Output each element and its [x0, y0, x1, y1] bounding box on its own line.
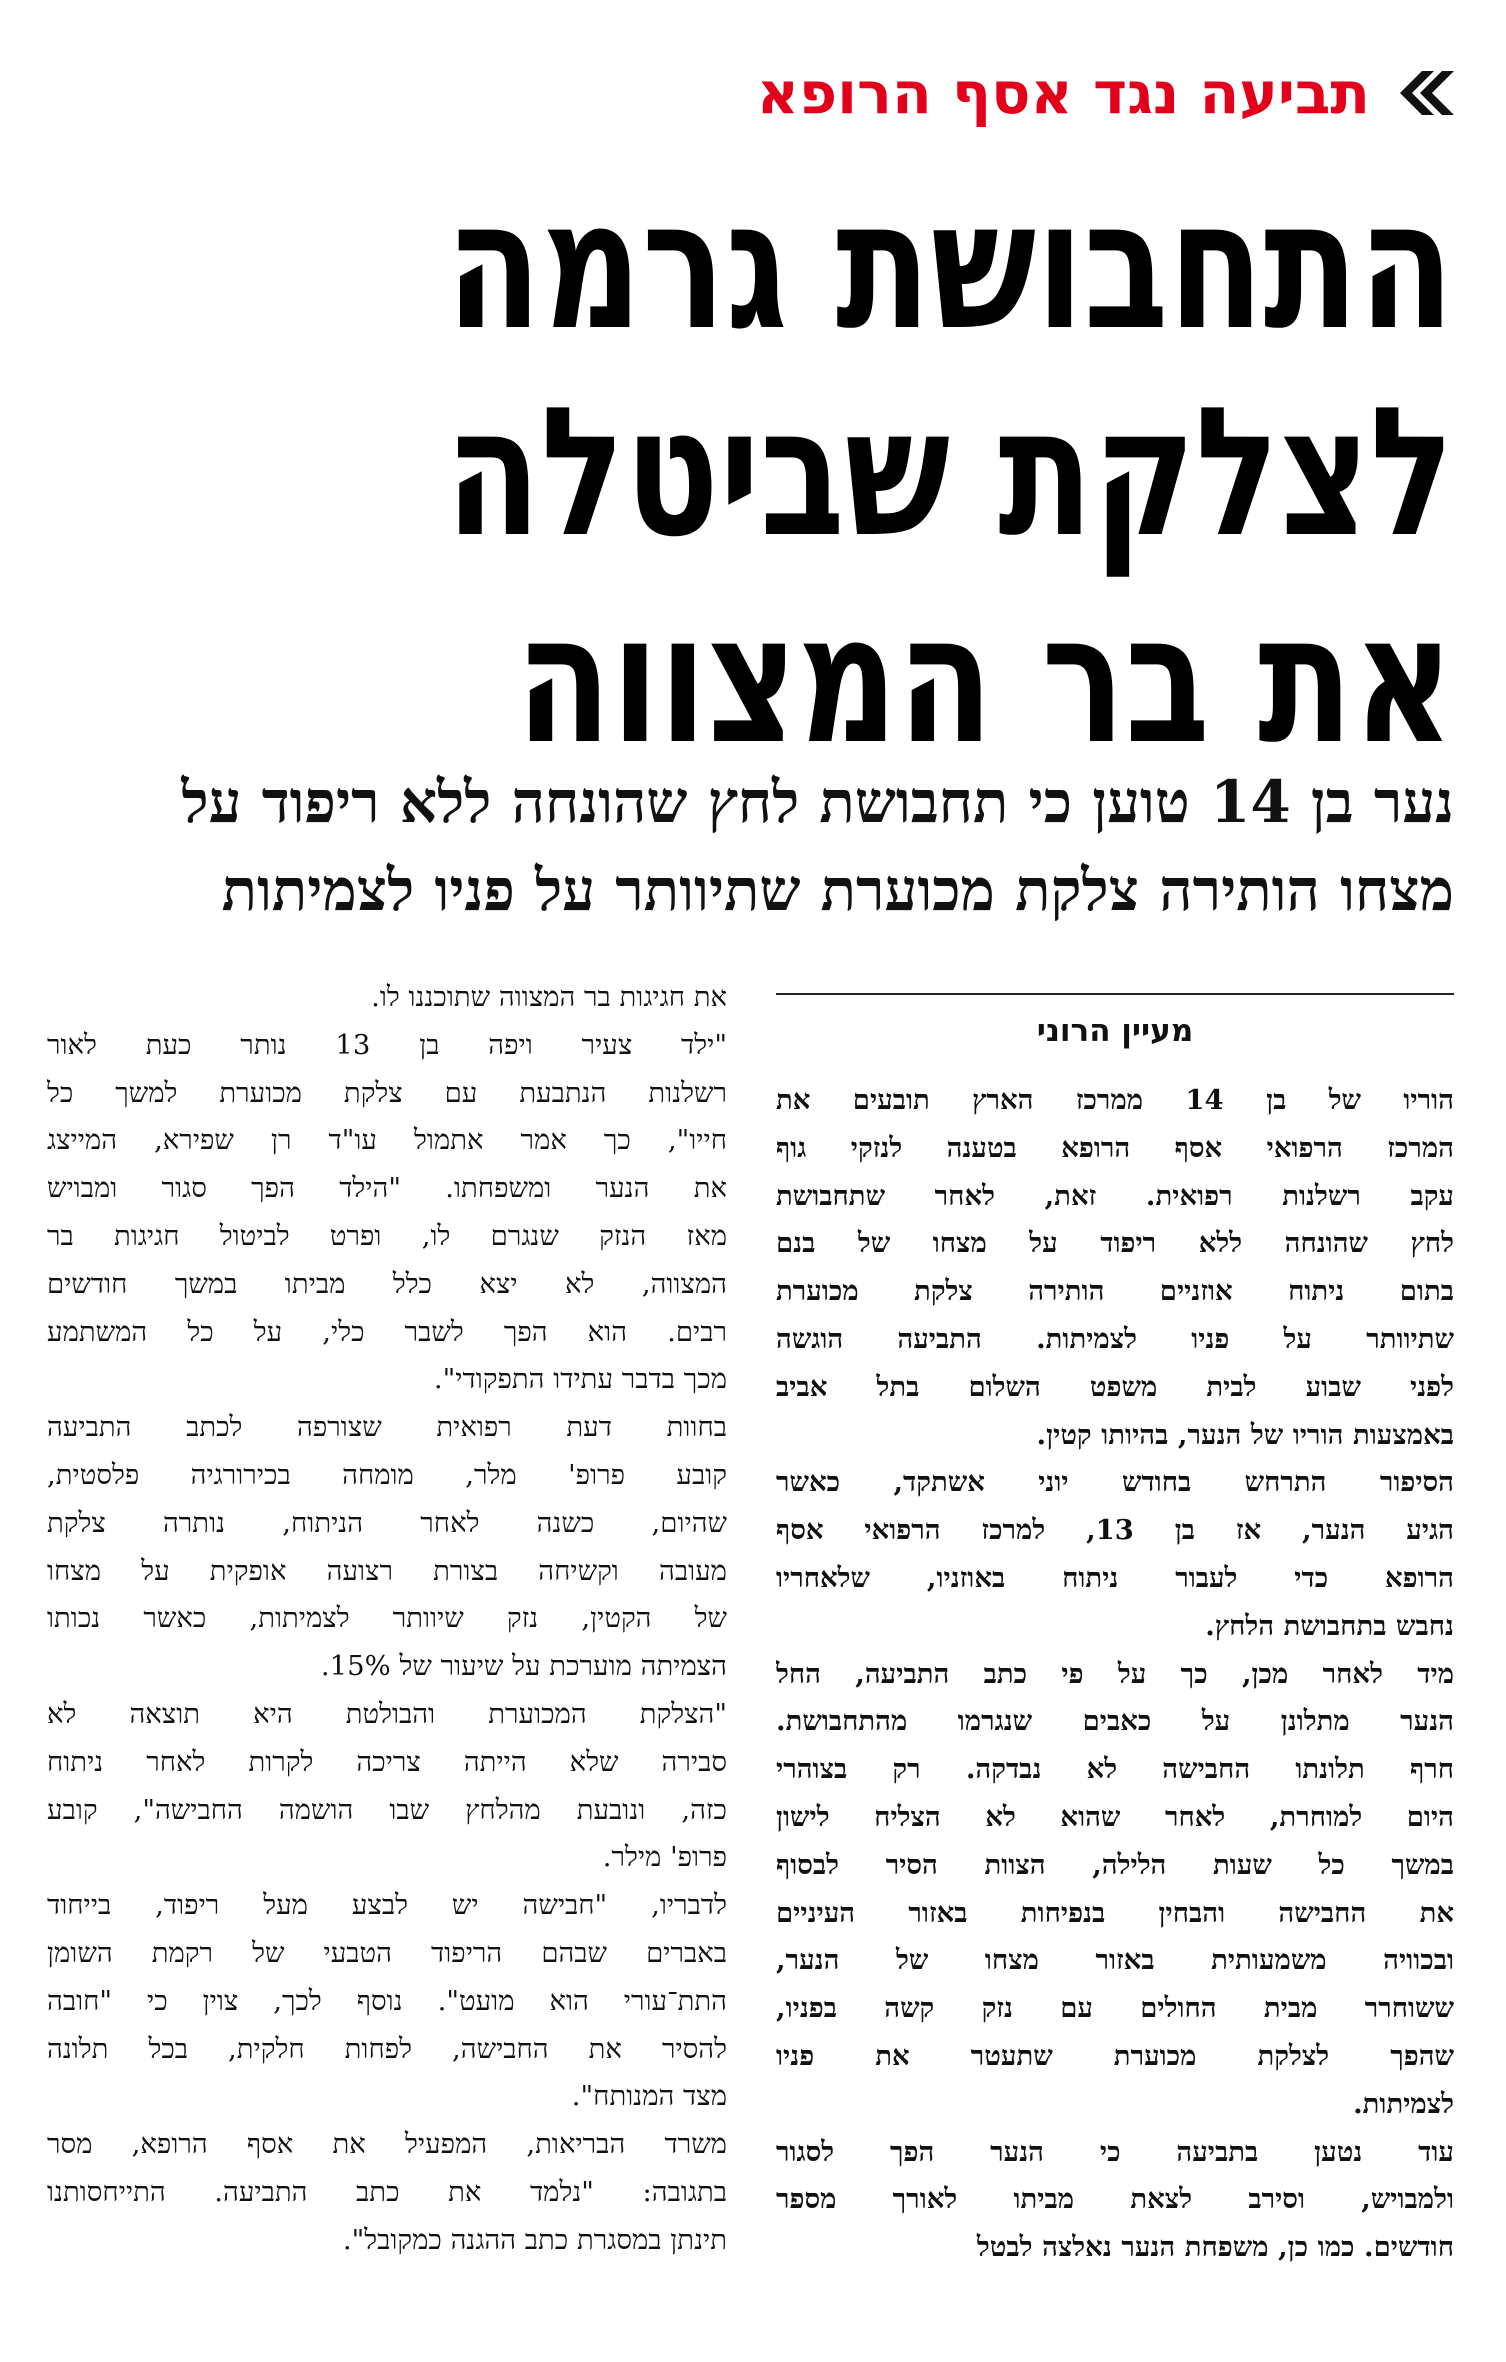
body-text-line: הסיפור התרחש בחודש יוני אשתקד, כאשר	[776, 1466, 1454, 1499]
body-text-line: שהפך לצלקת מכוערת שתעטר את פניו	[776, 2039, 1454, 2072]
body-text-line: עוד נטען בתביעה כי הנער הפך לסגור	[776, 2135, 1454, 2168]
subheadline-line: מצחו הותירה צלקת מכוערת שתיוותר על פניו לצמיתות	[221, 856, 1454, 924]
body-text-line: "ילד צעיר ויפה בן 13 נותר כעת לאור	[47, 1028, 727, 1061]
body-text-line: חודשים. כמו כן, משפחת הנער נאלצה לבטל	[976, 2231, 1454, 2264]
body-text-line: מכך בדבר עתידו התפקודי".	[433, 1363, 727, 1396]
body-text-line: מעובה וקשיחה בצורת רצועה אופקית על מצחו	[47, 1554, 727, 1587]
body-text-line: מאז הנזק שנגרם לו, ופרט לביטול חגיגות בר	[47, 1219, 727, 1252]
headline-line: לצלקת שביטלה	[445, 369, 1454, 576]
kicker	[757, 58, 1454, 128]
body-text-line: שתיוותר על פניו לצמיתות. התביעה הוגשה	[776, 1322, 1454, 1355]
body-text-line: הגיע הנער, אז בן 13, למרכז הרפואי אסף	[776, 1514, 1454, 1547]
byline-divider	[776, 993, 1454, 995]
body-text-line: פרופ' מילר.	[602, 1841, 727, 1874]
body-text-line: באברים שבהם הריפוד הטבעי של רקמת השומן	[47, 1936, 727, 1969]
body-text-line: משרד הבריאות, המפעיל את אסף הרופא, מסר	[47, 2128, 727, 2161]
body-text-line: מיד לאחר מכן, כך על פי כתב התביעה, החל	[776, 1657, 1454, 1690]
headline-line: התחבושת גרמה	[446, 162, 1455, 369]
subheadline	[52, 758, 1454, 934]
body-text-line: במשך כל שעות הלילה, הצוות הסיר לבסוף	[776, 1848, 1454, 1881]
body-text-line: היום למוחרת, לאחר שהוא לא הצליח לישון	[776, 1800, 1454, 1833]
body-text-line: חרף תלונתו החבישה לא נבדקה. רק בצוהרי	[776, 1753, 1454, 1786]
body-text-line: לדבריו, "חבישה יש לבצע מעל ריפוד, בייחוד	[47, 1889, 727, 1922]
headline	[52, 162, 1454, 783]
body-text-line: נחבש בתחבושת הלחץ.	[1205, 1609, 1454, 1642]
body-text-line: של הקטין, נזק שיוותר לצמיתות, כאשר נכותו	[47, 1602, 727, 1635]
body-text-line: הרופא כדי לעבור ניתוח באוזניו, שלאחריו	[776, 1561, 1454, 1594]
body-text-line: "הצלקת המכוערת והבולטת היא תוצאה לא	[47, 1697, 727, 1730]
body-text-line: מצד המנותח".	[571, 2080, 727, 2113]
body-text-line: המרכז הרפואי אסף הרופא בטענה לנזקי גוף	[776, 1131, 1454, 1164]
body-text-line: את החבישה והבחין בנפיחות באזור העיניים	[776, 1896, 1454, 1929]
body-text-line: בתום ניתוח אוזניים הותירה צלקת מכוערת	[776, 1275, 1454, 1308]
body-text-line: קובע פרופ' מלר, מומחה בכירורגיה פלסטית,	[47, 1458, 727, 1491]
article-column-right	[776, 1077, 1454, 2272]
double-chevron-left-icon	[1388, 67, 1454, 119]
body-text-line: סבירה שלא הייתה צריכה לקרות לאחר ניתוח	[47, 1745, 727, 1778]
body-text-line: לפני שבוע לבית משפט השלום בתל אביב	[776, 1370, 1454, 1403]
body-text-line: לצמיתות.	[1353, 2087, 1454, 2120]
body-text-line: התת־עורי הוא מועט". נוסף לכך, צוין כי "חובה	[47, 1984, 727, 2017]
body-text-line: בחוות דעת רפואית שצורפה לכתב התביעה	[47, 1411, 727, 1444]
article-column-left	[47, 974, 727, 2265]
body-text-line: כזה, ונובעת מהלחץ שבו הושמה החבישה", קובע	[47, 1793, 727, 1826]
body-text-line: ובכוויה משמעותית באזור מצחו של הנער,	[776, 1944, 1454, 1977]
body-text-line: שהיום, כשנה לאחר הניתוח, נותרה צלקת	[47, 1506, 727, 1539]
body-text-line: ששוחרר מבית החולים עם נזק קשה בפניו,	[776, 1992, 1454, 2025]
body-text-line: את הנער ומשפחתו. "הילד הפך סגור ומבויש	[47, 1172, 727, 1205]
body-text-line: הנער מתלונן על כאבים שנגרמו מהתחבושת.	[776, 1705, 1454, 1738]
body-text-line: בתגובה: "נלמד את כתב התביעה. התייחסותנו	[47, 2175, 727, 2208]
body-text-line: להסיר את החבישה, לפחות חלקית, בכל תלונה	[47, 2032, 727, 2065]
body-text-line: רבים. הוא הפך לשבר כלי, על כל המשתמע	[47, 1315, 727, 1348]
body-text-line: תינתן במסגרת כתב ההגנה כמקובל".	[342, 2223, 727, 2256]
body-text-line: המצווה, לא יצא כלל מביתו במשך חודשים	[47, 1267, 727, 1300]
body-text-line: עקב רשלנות רפואית. זאת, לאחר שתחבושת	[776, 1179, 1454, 1212]
body-text-line: את חגיגות בר המצווה שתוכננו לו.	[371, 981, 727, 1013]
kicker-label: תביעה נגד אסף הרופא	[756, 59, 1370, 127]
subheadline-line: נער בן 14 טוען כי תחבושת לחץ שהונחה ללא ריפוד על	[181, 768, 1454, 836]
body-text-line: באמצעות הוריו של הנער, בהיותו קטין.	[1036, 1418, 1454, 1451]
headline-line: את בר המצווה	[515, 576, 1454, 783]
body-text-line: הוריו של בן 14 ממרכז הארץ תובעים את	[776, 1084, 1454, 1116]
body-text-line: ולמבויש, וסירב לצאת מביתו לאורך מספר	[776, 2183, 1454, 2216]
body-text-line: רשלנות הנתבעת עם צלקת מכוערת למשך כל	[47, 1076, 727, 1109]
byline: מעיין הרוני	[1036, 1013, 1194, 1049]
body-text-line: לחץ שהונחה ללא ריפוד על מצחו של בנם	[776, 1227, 1454, 1260]
body-text-line: חייו", כך אמר אתמול עו"ד רן שפירא, המייצג	[47, 1124, 727, 1157]
body-text-line: הצמיתה מוערכת על שיעור של 15%.	[320, 1650, 727, 1683]
